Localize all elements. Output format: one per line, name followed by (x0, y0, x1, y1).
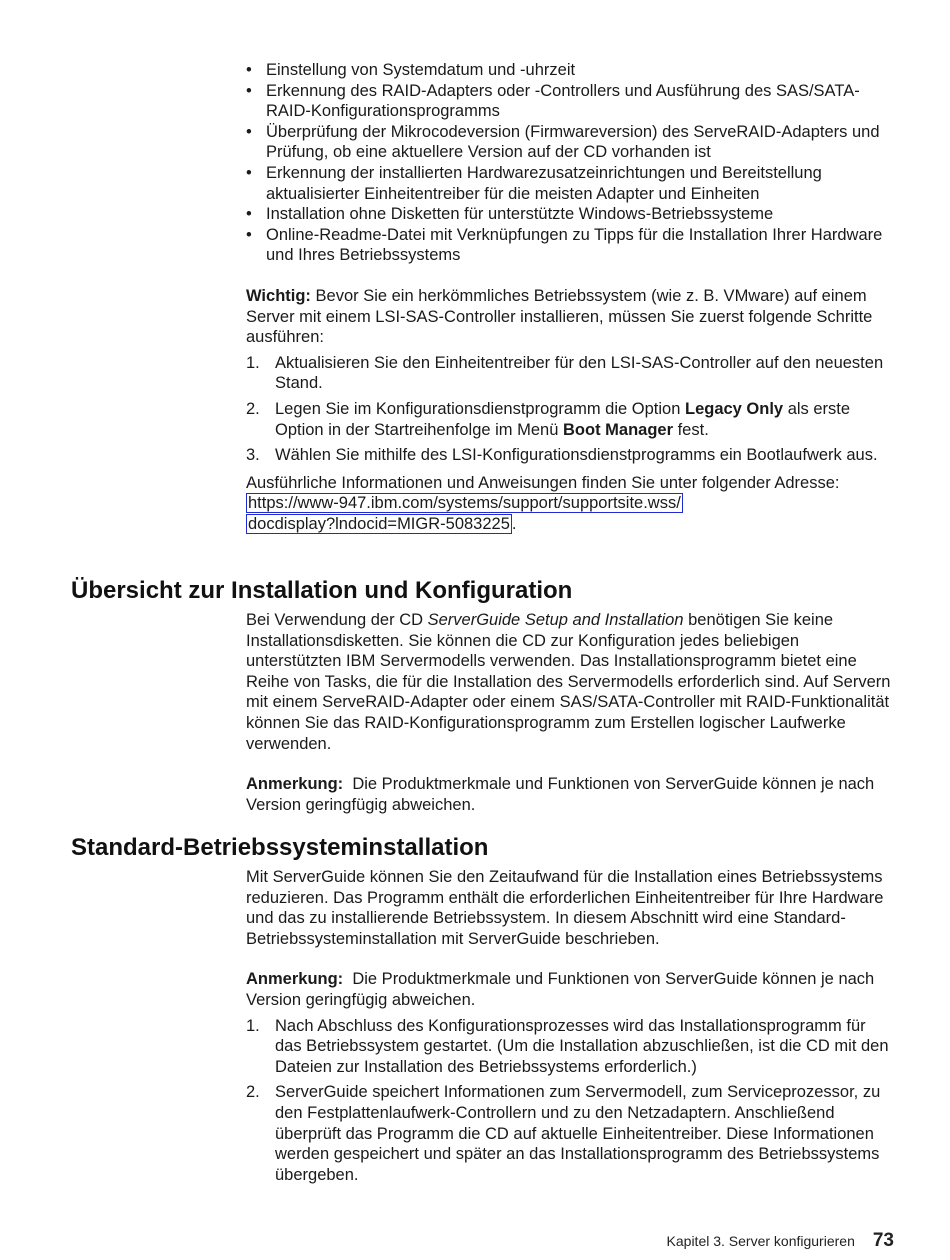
important-notice (246, 286, 894, 535)
page-footer (667, 1230, 894, 1252)
page-number: 73 (872, 1230, 894, 1251)
section-heading-overview: Übersicht zur Installation und Konfiguration (71, 577, 573, 604)
list-item: • Überprüfung der Mikrocodeversion (Firmwareversion) des ServeRAID-Adapters und Prüfung, ob eine aktuellere Version auf der CD vorhanden ist (246, 122, 880, 162)
list-item: 2. ServerGuide speichert Informationen zum Servermodell, zum Serviceprozessor, zu den Festplattenlaufwerk-Controllern und zu den Netzadaptern. Anschließend überprüft das Programm die CD auf aktuelle Einheitentreiber. Diese Informationen werden gespeichert und später an das Installationsprogramm des Betriebssystems übergeben. (246, 1083, 881, 1184)
important-steps (246, 353, 894, 466)
bullet-icon: • (246, 225, 252, 244)
bullet-icon: • (246, 205, 252, 224)
list-item: 3. Wählen Sie mithilfe des LSI-Konfigurationsdienstprogramms ein Bootlaufwerk aus. (246, 446, 878, 465)
os-install-paragraph: Mit ServerGuide können Sie den Zeitaufwand für die Installation eines Betriebssystems reduzieren. Das Programm enthält die erforderlichen Einheitentreiber für Ihre Hardware und das zu installierende Betriebssystem. In diesem Abschnitt wird eine Standard-Betriebssysteminstallation mit ServerGuide beschrieben. (246, 868, 884, 948)
bullet-icon: • (246, 122, 252, 141)
list-item: 1. Aktualisieren Sie den Einheitentreiber für den LSI-SAS-Controller auf den neuesten Stand. (246, 353, 884, 393)
section-heading-os-install: Standard-Betriebssysteminstallation (71, 834, 489, 861)
list-item: 2. Legen Sie im Konfigurationsdienstprogramm die Option Legacy Only als erste Option in der Startreihenfolge im Menü Boot Manager fest. (246, 399, 851, 439)
list-item: • Installation ohne Disketten für unterstützte Windows-Betriebssysteme (246, 205, 774, 224)
bullet-icon: • (246, 81, 252, 100)
os-install-note: Anmerkung: Die Produktmerkmale und Funktionen von ServerGuide können je nach Version geringfügig abweichen. (246, 970, 879, 1009)
overview-paragraph: Bei Verwendung der CD ServerGuide Setup and Installation benötigen Sie keine Installationsdisketten. Sie können die CD zur Konfiguration jedes beliebigen unterstützten IBM Servermodells verwenden. Das Installationsprogramm bietet eine Reihe von Tasks, die für die Installation des Servermodells erforderlich sind. Auf Servern mit einem ServeRAID-Adapter oder einem SAS/SATA-Controller mit RAID-Funktionalität können Sie das RAID-Konfigurationsprogramm zum Erstellen logischer Laufwerke verwenden. (246, 611, 891, 753)
overview-section (246, 610, 894, 815)
list-item: • Online-Readme-Datei mit Verknüpfungen zu Tipps für die Installation Ihrer Hardware und Ihres Betriebssystems (246, 225, 883, 265)
important-label: Wichtig: (246, 287, 311, 305)
important-paragraph: Wichtig: Bevor Sie ein herkömmliches Betriebssystem (wie z. B. VMware) auf einem Server mit einem LSI-SAS-Controller installieren, müssen Sie zuerst folgende Schritte ausführen: (246, 287, 873, 347)
support-url-link-part1[interactable]: https://www-947.ibm.com/systems/support/supportsite.wss/ (248, 494, 681, 513)
list-item: • Erkennung des RAID-Adapters oder -Controllers und Ausführung des SAS/SATA-RAID-Konfigurationsprogramms (246, 81, 860, 121)
os-install-section (246, 867, 894, 1190)
bullet-icon: • (246, 163, 252, 182)
bullet-icon: • (246, 61, 252, 79)
support-url-link-part2[interactable]: docdisplay?lndocid=MIGR-5083225 (248, 514, 510, 533)
list-item: 1. Nach Abschluss des Konfigurationsprozesses wird das Installationsprogramm für das Betriebssystem gestartet. (Um die Installation abzuschließen, ist die CD mit den Dateien zur Installation des Betriebssystems erforderlich.) (246, 1016, 889, 1076)
list-item: • Erkennung der installierten Hardwarezusatzeinrichtungen und Bereitstellung aktualisierter Einheitentreiber für die meisten Adapter und Einheiten (246, 163, 822, 203)
chapter-title: Kapitel 3. Server konfigurieren (666, 1233, 855, 1249)
info-paragraph: Ausführliche Informationen und Anweisungen finden Sie unter folgender Adresse: https://www-947.ibm.com/systems/support/supportsite.wss/ docdisplay?lndocid=MIGR-5083225 . (246, 473, 840, 533)
feature-list (246, 60, 894, 266)
list-item: • Einstellung von Systemdatum und -uhrzeit (246, 61, 576, 79)
overview-note: Anmerkung: Die Produktmerkmale und Funktionen von ServerGuide können je nach Version geringfügig abweichen. (246, 775, 879, 814)
os-install-steps (246, 1016, 894, 1186)
